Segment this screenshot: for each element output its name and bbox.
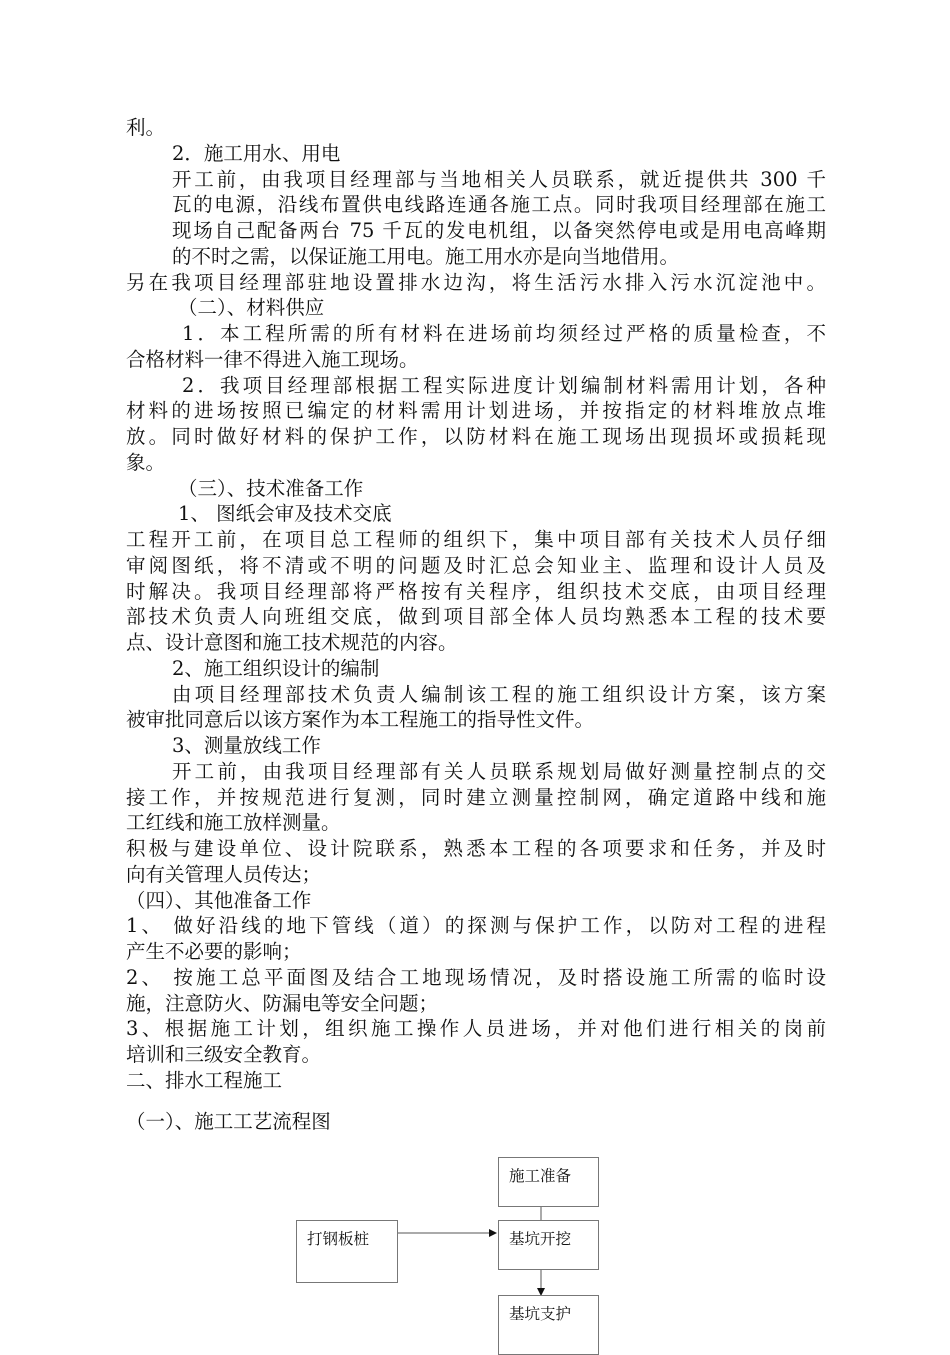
flow-box-label: 基坑支护 <box>509 1305 572 1323</box>
text-line: 工程开工前，在项目总工程师的组织下，集中项目部有关技术人员仔细 <box>126 528 826 551</box>
flow-box-pile <box>296 1220 398 1283</box>
text-line: 开工前，由我项目经理部有关人员联系规划局做好测量控制点的交 <box>172 759 826 783</box>
text-line: 产生不必要的影响； <box>126 940 302 963</box>
text-line: （二）、材料供应 <box>178 296 325 320</box>
text-line: 放。同时做好材料的保护工作，以防材料在施工现场出现损坏或损耗现 <box>126 425 826 448</box>
text-line: 积极与建设单位、设计院联系，熟悉本工程的各项要求和任务，并及时 <box>126 837 826 860</box>
text-line: 工红线和施工放样测量。 <box>126 811 341 835</box>
text-line: 瓦的电源，沿线布置供电线路连通各施工点。同时我项目经理部在施工 <box>172 193 826 217</box>
text-line: 由项目经理部技术负责人编制该工程的施工组织设计方案，该方案 <box>172 682 826 706</box>
text-line: 向有关管理人员传达； <box>126 862 322 886</box>
flow-box-prep <box>498 1157 599 1207</box>
text-line: 1．本工程所需的所有材料在进场前均须经过严格的质量检查，不 <box>182 322 826 345</box>
text-line: 2．我项目经理部根据工程实际进度计划编制材料需用计划，各种 <box>182 373 826 397</box>
text-line: 被审批同意后以该方案作为本工程施工的指导性文件。 <box>126 708 595 732</box>
text-line: 利。 <box>126 116 166 139</box>
flow-box-label: 打钢板桩 <box>307 1230 370 1248</box>
text-line: 开工前，由我项目经理部与当地相关人员联系，就近提供共 300 千 <box>172 167 826 191</box>
text-line: 另在我项目经理部驻地设置排水边沟，将生活污水排入污水沉淀池中。 <box>126 270 826 294</box>
text-line: 的不时之需，以保证施工用电。施工用水亦是向当地借用。 <box>172 244 680 268</box>
text-line: 接工作，并按规范进行复测，同时建立测量控制网，确定道路中线和施 <box>126 785 826 809</box>
text-line: 审阅图纸，将不清或不明的问题及时汇总会知业主、监理和设计人员及 <box>126 553 826 577</box>
text-line: 材料的进场按照已编定的材料需用计划进场，并按指定的材料堆放点堆 <box>126 399 826 423</box>
text-line: （四）、其他准备工作 <box>126 888 312 912</box>
text-line: 施，注意防火、防漏电等安全问题； <box>126 991 439 1015</box>
text-line: 时解决。我项目经理部将严格按有关程序，组织技术交底，由项目经理 <box>126 579 826 603</box>
text-line: 1、 图纸会审及技术交底 <box>178 502 392 526</box>
text-line: 3、测量放线工作 <box>172 734 321 757</box>
text-line: 2．施工用水、用电 <box>172 141 341 165</box>
text-line: 象。 <box>126 450 166 474</box>
flow-box-label: 施工准备 <box>509 1167 572 1185</box>
section-title: （一）、施工工艺流程图 <box>126 1110 331 1133</box>
text-line: 部技术负责人向班组交底，做到项目部全体人员均熟悉本工程的技术要 <box>126 605 826 629</box>
text-line: 合格材料一律不得进入施工现场。 <box>126 347 419 371</box>
text-line: 2、施工组织设计的编制 <box>172 656 380 680</box>
flow-box-support <box>498 1295 599 1355</box>
text-line: 培训和三级安全教育。 <box>126 1043 322 1066</box>
flow-box-label: 基坑开挖 <box>509 1230 572 1248</box>
text-line: 2、 按施工总平面图及结合工地现场情况，及时搭设施工所需的临时设 <box>126 965 826 989</box>
flow-box-excavate <box>498 1220 599 1270</box>
text-line: 1、 做好沿线的地下管线（道）的探测与保护工作，以防对工程的进程 <box>126 914 826 938</box>
text-line: 3、根据施工计划，组织施工操作人员进场，并对他们进行相关的岗前 <box>126 1017 826 1041</box>
text-line: 现场自己配备两台 75 千瓦的发电机组，以备突然停电或是用电高峰期 <box>172 219 826 242</box>
text-line: 点、设计意图和施工技术规范的内容。 <box>126 631 458 654</box>
text-line: 二、排水工程施工 <box>126 1068 283 1092</box>
text-line: （三）、技术准备工作 <box>178 476 364 500</box>
